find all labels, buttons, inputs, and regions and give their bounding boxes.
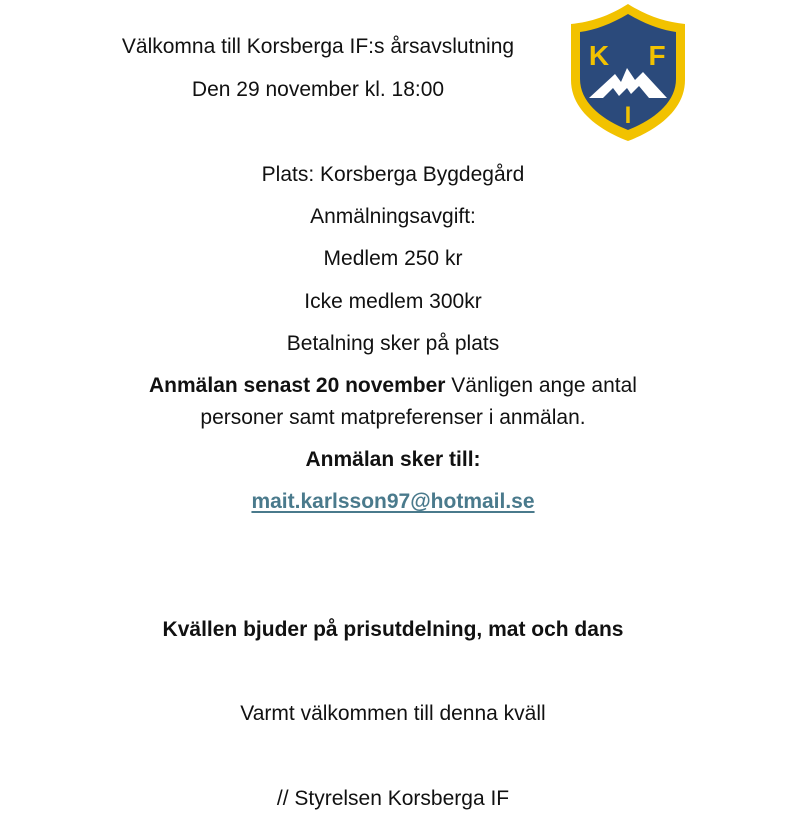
payment-line: Betalning sker på plats [286,332,500,355]
registration-deadline-line [0,373,786,399]
event-title: Välkomna till Korsberga IF:s årsavslutning [121,35,515,58]
member-fee: Medlem 250 kr [323,247,463,270]
email-link[interactable]: mait.karlsson97@hotmail.se [251,490,535,513]
place-line: Plats: Korsberga Bygdegård [261,163,525,186]
registration-to-label: Anmälan sker till: [305,448,481,471]
email-line [0,489,786,515]
korsberga-if-logo [569,2,687,143]
logo-letter-k: K [588,40,610,71]
program-line: Kvällen bjuder på prisutdelning, mat och dans [162,618,624,641]
logo-letter-i: I [624,102,632,129]
logo-letter-f: F [648,40,666,71]
event-date: Den 29 november kl. 18:00 [191,78,445,101]
registration-instructions-2: personer samt matpreferenser i anmälan. [200,406,586,429]
fee-label: Anmälningsavgift: [310,205,476,228]
signature-line: // Styrelsen Korsberga IF [276,787,510,810]
non-member-fee: Icke medlem 300kr [304,290,482,313]
registration-deadline: Anmälan senast 20 november [149,374,446,397]
welcome-line: Varmt välkommen till denna kväll [240,702,546,725]
registration-instructions-1: Vänligen ange antal [445,374,637,397]
